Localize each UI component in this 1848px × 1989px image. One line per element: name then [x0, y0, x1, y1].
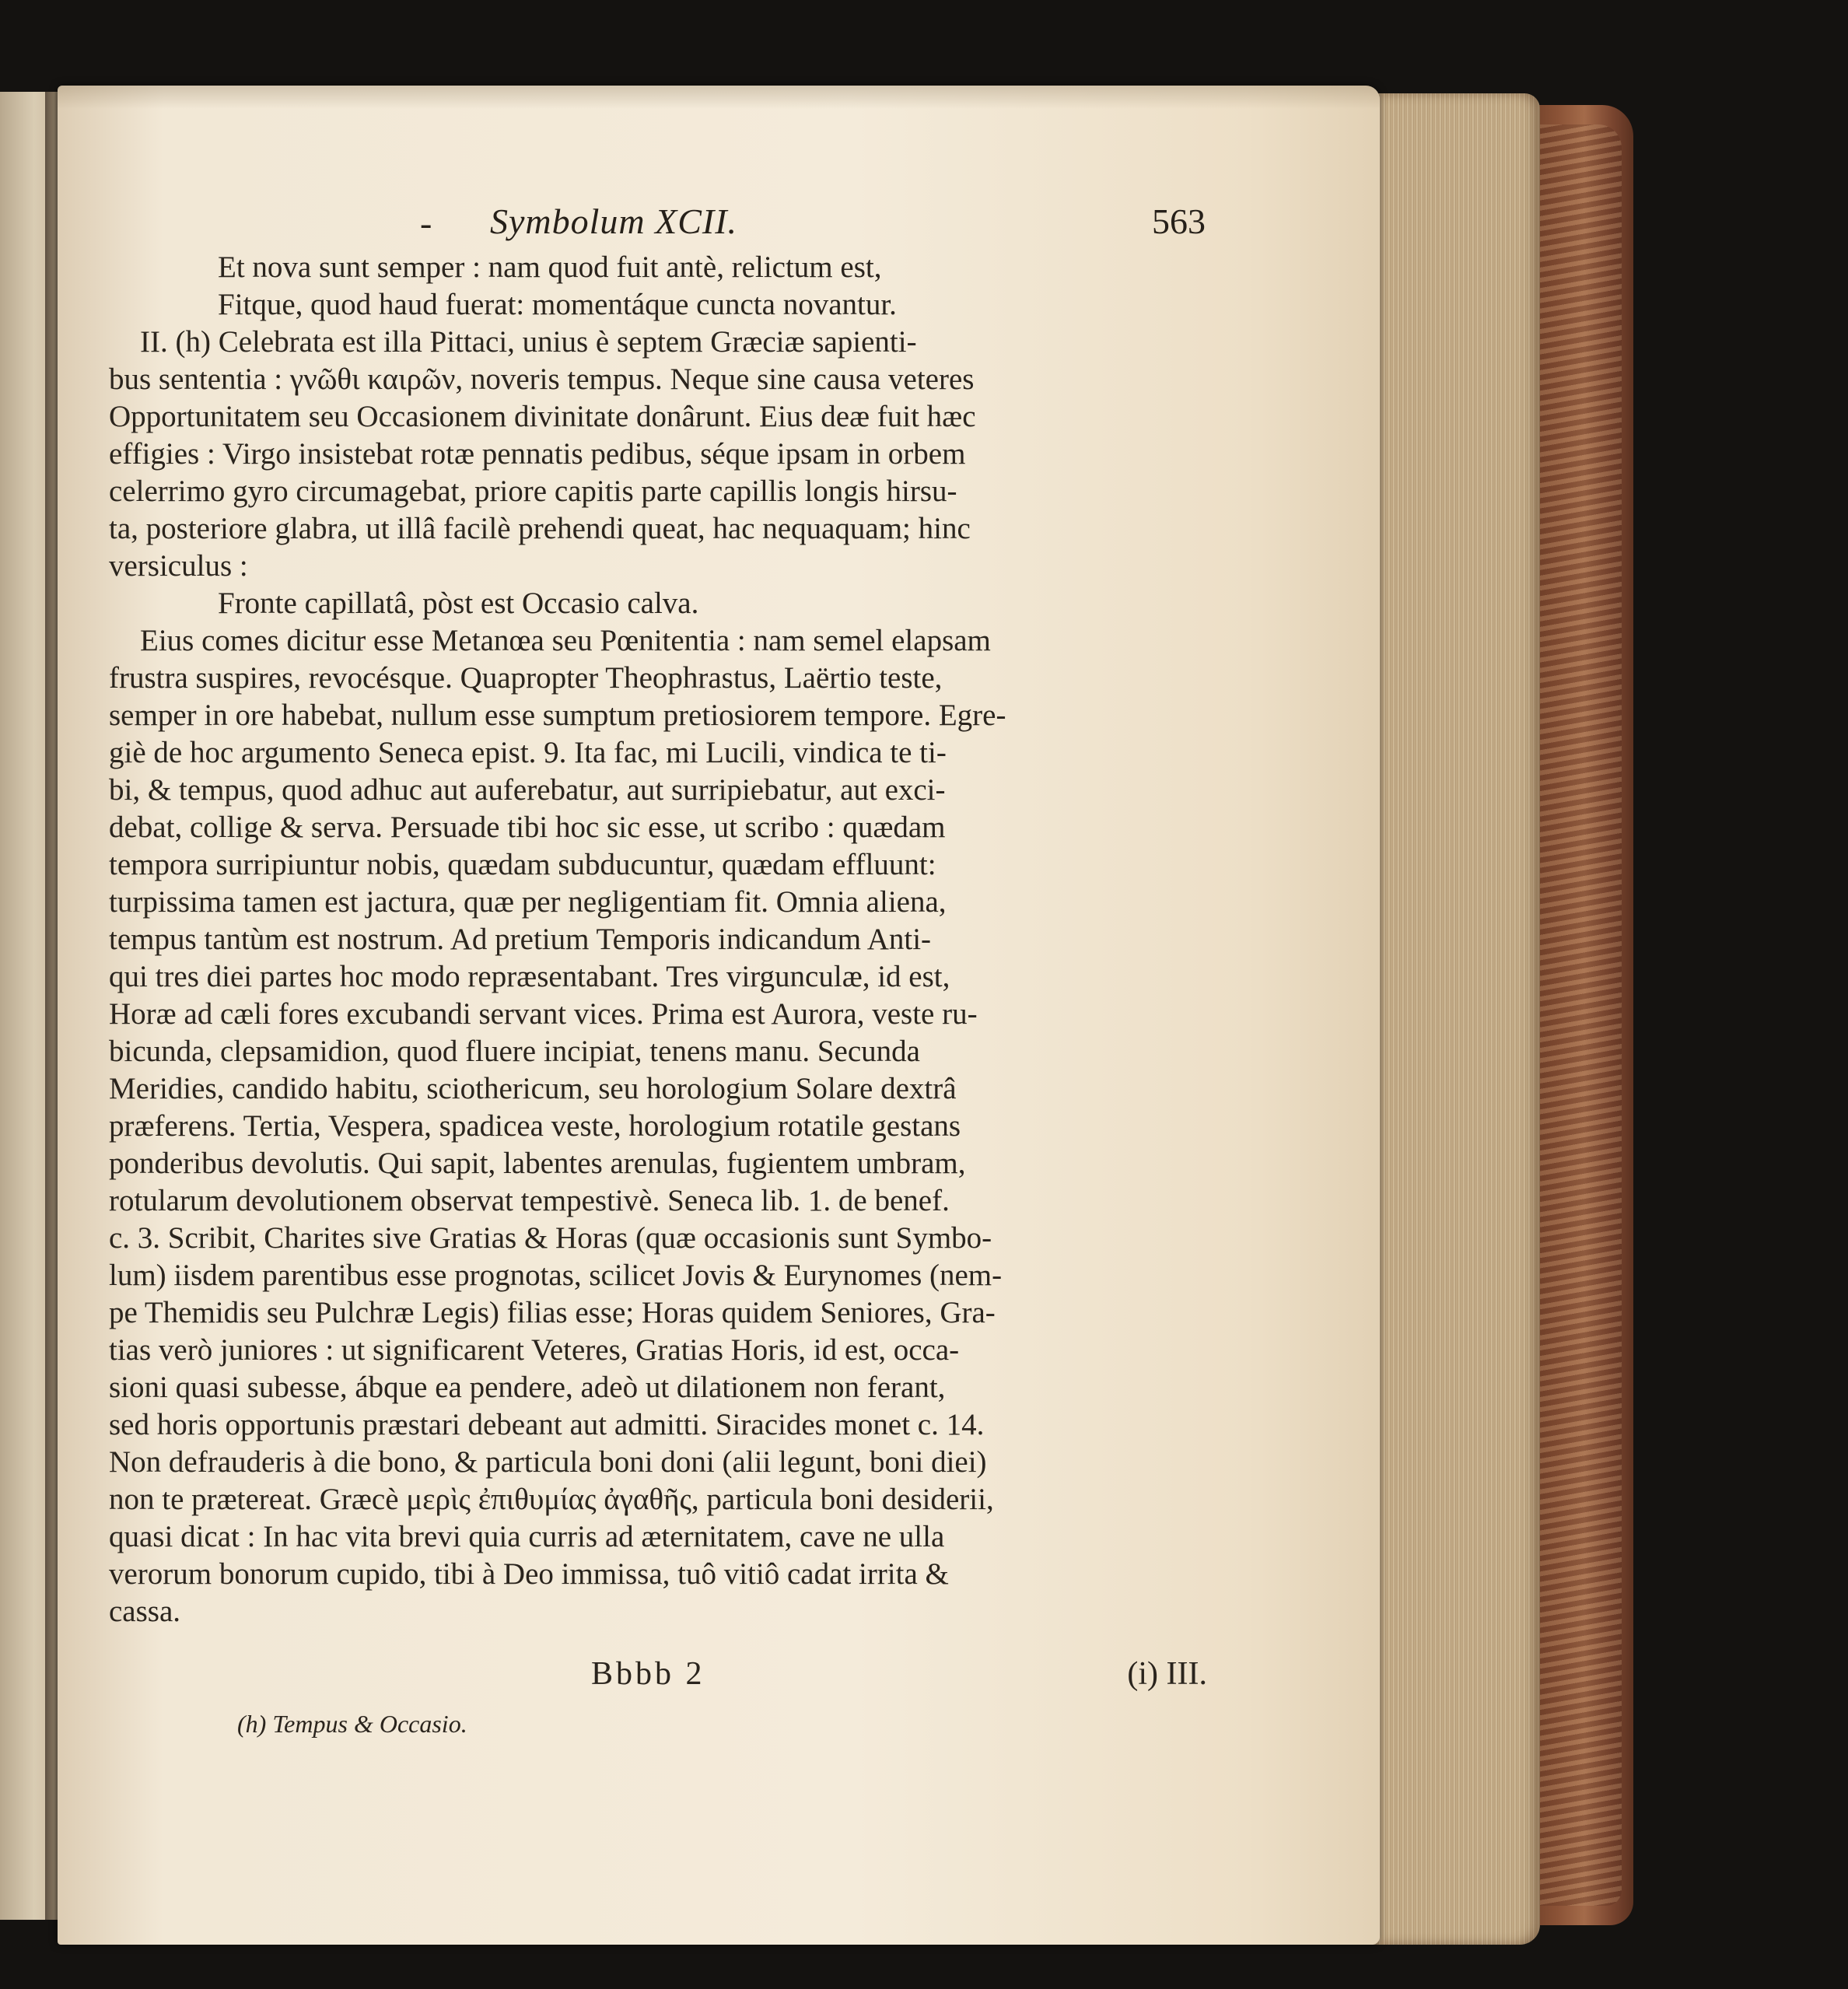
text-line: semper in ore habebat, nullum esse sumptum pretiosiorem tempore. Egre- [109, 699, 1006, 732]
signature-mark: Bbbb 2 [591, 1656, 705, 1692]
text-line: Meridies, candido habitu, sciothericum, seu horologium Solare dextrâ [109, 1072, 957, 1105]
footnote: (h) Tempus & Occasio. [237, 1710, 467, 1738]
text-line: Opportunitatem seu Occasionem divinitate donârunt. Eius deæ fuit hæc [109, 400, 976, 433]
text-line: II. (h) Celebrata est illa Pittaci, unius è septem Græciæ sapienti- [140, 325, 917, 359]
running-head-title: Symbolum XCII. [490, 201, 738, 241]
text-line: rotularum devolutionem observat tempestivè. Seneca lib. 1. de benef. [109, 1184, 950, 1217]
text-line: lum) iisdem parentibus esse prognotas, scilicet Jovis & Eurynomes (nem- [109, 1259, 1003, 1292]
text-line: Et nova sunt semper : nam quod fuit antè, relictum est, [218, 250, 882, 284]
catchword: (i) III. [1127, 1656, 1207, 1692]
text-line: frustra suspires, revocésque. Quapropter Theophrastus, Laërtio teste, [109, 661, 943, 695]
text-line: præferens. Tertia, Vespera, spadicea veste, horologium rotatile gestans [109, 1109, 961, 1143]
text-line: c. 3. Scribit, Charites sive Gratias & Horas (quæ occasionis sunt Symbo- [109, 1221, 992, 1255]
text-line: ta, posteriore glabra, ut illâ facilè prehendi queat, hac nequaquam; hinc [109, 512, 971, 545]
text-line: bus sententia : γνῶθι καιρῶν, noveris tempus. Neque sine causa veteres [109, 362, 975, 396]
text-line: turpissima tamen est jactura, quæ per negligentiam fit. Omnia aliena, [109, 885, 947, 919]
text-line: Fitque, quod haud fuerat: momentáque cuncta novantur. [218, 288, 897, 321]
text-line: pe Themidis seu Pulchræ Legis) filias esse; Horas quidem Seniores, Gra- [109, 1296, 996, 1329]
text-line: Horæ ad cæli fores excubandi servant vices. Prima est Aurora, veste ru- [109, 997, 978, 1031]
cover-texture [1536, 124, 1622, 1906]
page-fore-edge [1353, 93, 1540, 1945]
running-head-mark: - [420, 203, 432, 243]
text-line: cassa. [109, 1595, 181, 1628]
text-line: Eius comes dicitur esse Metanœa seu Pœnitentia : nam semel elapsam [140, 624, 991, 657]
text-line: bi, & tempus, quod adhuc aut auferebatur, aut surripiebatur, aut exci- [109, 773, 946, 807]
text-line: effigies : Virgo insistebat rotæ pennatis pedibus, séque ipsam in orbem [109, 437, 966, 471]
text-line: quasi dicat : In hac vita brevi quia curris ad æternitatem, cave ne ulla [109, 1520, 945, 1553]
text-line: sioni quasi subesse, ábque ea pendere, adeò ut dilationem non ferant, [109, 1371, 946, 1404]
text-line: sed horis opportunis præstari debeant aut admitti. Siracides monet c. 14. [109, 1408, 985, 1441]
text-line: qui tres diei partes hoc modo repræsentabant. Tres virgunculæ, id est, [109, 960, 950, 993]
text-line: tempus tantùm est nostrum. Ad pretium Temporis indicandum Anti- [109, 923, 932, 956]
page-shadow [58, 86, 1380, 109]
text-line: Fronte capillatâ, pòst est Occasio calva. [218, 587, 699, 620]
running-head [420, 201, 1206, 247]
text-line: verorum bonorum cupido, tibi à Deo immissa, tuô vitiô cadat irrita & [109, 1557, 949, 1591]
page-number: 563 [1152, 201, 1206, 241]
text-line: versiculus : [109, 549, 248, 583]
text-line: ponderibus devolutis. Qui sapit, labentes arenulas, fugientem umbram, [109, 1147, 966, 1180]
text-line: Non defrauderis à die bono, & particula boni doni (alii legunt, boni diei) [109, 1445, 987, 1479]
text-line: giè de hoc argumento Seneca epist. 9. Ita fac, mi Lucili, vindica te ti- [109, 736, 947, 769]
text-line: non te prætereat. Græcè μερὶς ἐπιθυμίας ἀγαθῆς, particula boni desiderii, [109, 1483, 994, 1516]
text-line: tias verò juniores : ut significarent Veteres, Gratias Horis, id est, occa- [109, 1333, 960, 1367]
text-line: bicunda, clepsamidion, quod fluere incipiat, tenens manu. Secunda [109, 1035, 920, 1068]
page-foot [109, 1655, 1207, 1699]
text-line: debat, collige & serva. Persuade tibi hoc sic esse, ut scribo : quædam [109, 811, 946, 844]
text-line: celerrimo gyro circumagebat, priore capitis parte capillis longis hirsu- [109, 474, 957, 508]
text-line: tempora surripiuntur nobis, quædam subducuntur, quædam effluunt: [109, 848, 936, 881]
